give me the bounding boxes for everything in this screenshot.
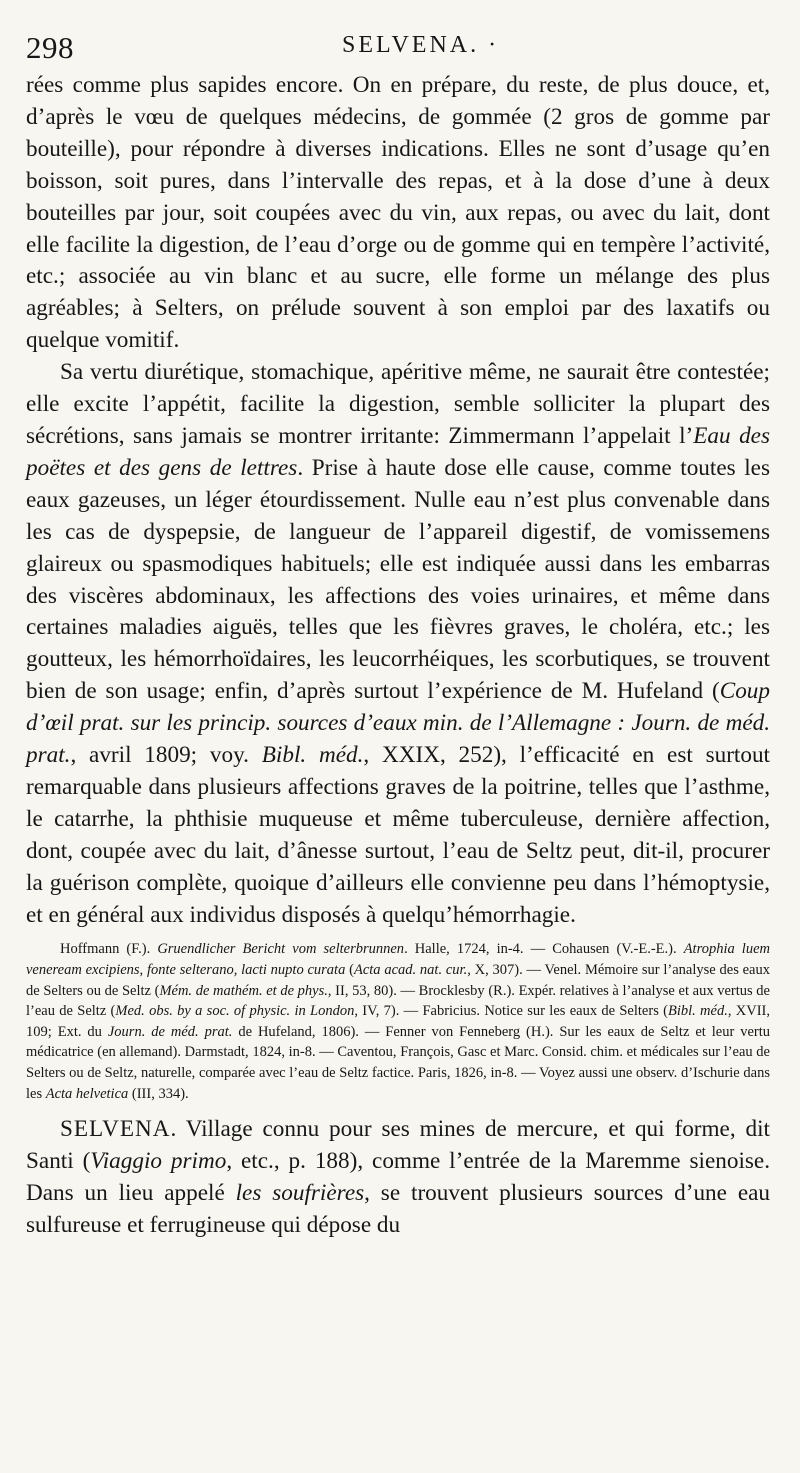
running-title: SELVENA. · — [342, 32, 500, 58]
paragraph-continuation — [26, 70, 770, 357]
reference-title: Atrophia luem veneream excipiens, fonte selterano, lacti nupto curata — [26, 941, 770, 979]
reference-text: (III, 334). — [128, 1085, 189, 1102]
reference-list — [26, 939, 770, 1104]
reference-title: Journ. de méd. prat. — [107, 1023, 233, 1040]
paragraph-text: rées comme plus sapides encore. On en prépare, du reste, de plus douce, et, d’après le vœu de quelques médecins, de gommée (2 gros de gomme par bouteille), pour répondre à diverses indications. Elles ne sont d’usage qu’en boisson, soit pures, dans l’intervalle des repas, et à la dose d’une à deux bouteilles par jour, soit coupées avec du vin, aux repas, ou avec du lait, dont elle facilite la digestion, de l’eau d’orge ou de gomme qui en tempère l’activité, etc.; associée au vin blanc et au sucre, elle forme un mélange des plus agréables; à Selters, on prélude souvent à son emploi par des laxatifs ou quelque vomitif. — [26, 72, 770, 354]
paragraph-vertu — [26, 357, 770, 931]
reference-text: . Halle, 1724, in-4. — Cohausen (V.-E.-E.). — [404, 941, 684, 958]
entry-paragraph — [26, 1114, 770, 1242]
paragraph-text: Sa vertu diurétique, stomachique, apéritive même, ne saurait être contestée; elle excite l’appétit, facilite la digestion, semble solliciter la plupart des sécrétions, sans jamais se montrer irritante: Zimmermann l’appelait l’ — [26, 359, 770, 449]
reference-title: Acta helvetica — [45, 1085, 129, 1102]
entry-text: , etc., p. 188), comme l’entrée de la Maremme sienoise. Dans un lieu appelé — [26, 1148, 771, 1207]
paragraph-text: . Prise à haute dose elle cause, comme toutes les eaux gazeuses, un léger étourdissement. Nulle eau n’est plus convenable dans les cas de dyspepsie, de langueur de l’appareil digestif, de vomissemens glaireux ou spasmodiques habituels; elle est indiquée aussi dans les embarras des viscères abdominaux, les affections des voies urinaires, et même dans certaines maladies aiguës, telles que les fièvres graves, le choléra, etc.; les goutteux, les hémorrhoïdaires, les leucorrhéiques, les scorbutiques, se trouvent bien de son usage; enfin, d’après surtout l’expérience de M. Hufeland ( — [26, 454, 770, 705]
entry-text: , se trouvent plusieurs sources d’une eau sulfureuse et ferrugineuse qui dépose du — [26, 1180, 770, 1238]
entry-text: . Village connu pour ses mines de mercure, et qui forme, dit Santi ( — [26, 1116, 770, 1175]
reference-text: , II, 53, 80). — Brocklesby (R.). Expér. relatives à l’analyse et aux vertus de l’eau de Seltz ( — [26, 982, 770, 1020]
paragraph-text: , avril 1809; voy. — [70, 742, 262, 769]
main-text — [26, 70, 770, 931]
reference-title: Bibl. méd. — [667, 1003, 728, 1020]
reference-text: de Hufeland, 1806). — Fenner von Fenneberg (H.). Sur les eaux de Seltz et leur vertu médicatrice (en allemand). Darmstadt, 1824, in-8. — Caventou, François, Gasc et Marc. Consid. chim. et médicales sur l’eau de Selters ou de Seltz, naturelle, comparée avec l’eau de Seltz factice. Paris, 1826, in-8. — Voyez aussi une observ. d’Ischurie dans les — [26, 1023, 771, 1102]
page-number: 298 — [26, 30, 74, 65]
running-head — [26, 28, 770, 70]
entry-selvena — [26, 1114, 770, 1242]
reference-title: Med. obs. by a soc. of physic. in London — [115, 1003, 355, 1020]
reference-title: Acta acad. nat. cur. — [353, 962, 468, 979]
reference-text: ( — [345, 962, 354, 979]
reference-text: , X, 307). — Venel. Mémoire sur l’analyse des eaux de Selters ou de Seltz ( — [26, 962, 770, 999]
italic-citation: Coup d’œil prat. sur les princip. sources d’eaux min. de l’Allemagne : Journ. de méd. prat. — [26, 678, 770, 769]
entry-headword: SELVENA — [60, 1116, 171, 1143]
reference-title: Mém. de mathém. et de phys. — [159, 982, 328, 999]
italic-citation: Viaggio primo — [90, 1148, 227, 1175]
italic-term: les soufrières — [235, 1180, 365, 1207]
reference-title: Gruendlicher Bericht vom selterbrunnen — [157, 941, 405, 958]
italic-citation: Bibl. méd. — [261, 742, 364, 769]
reference-text: , IV, 7). — Fabricius. Notice sur les eaux de Selters ( — [354, 1003, 668, 1020]
reference-text: , XVII, 109; Ext. du — [26, 1003, 770, 1040]
reference-text: Hoffmann (F.). — [60, 941, 158, 958]
bibliography-notes — [26, 939, 770, 1104]
paragraph-text: , XXIX, 252), l’efficacité en est surtout remarquable dans plusieurs affections graves de la poitrine, telles que l’asthme, le catarrhe, la phthisie muqueuse et même tuberculeuse, dernière affection, dont, coupée avec du lait, d’ânesse surtout, l’eau de Seltz peut, dit-il, procurer la guérison complète, quoique d’ailleurs elle convienne peu dans l’hémoptysie, et en général aux individus disposés à quelqu’hémorrhagie. — [26, 742, 770, 928]
italic-quote: Eau des poëtes et des gens de lettres — [26, 422, 770, 481]
